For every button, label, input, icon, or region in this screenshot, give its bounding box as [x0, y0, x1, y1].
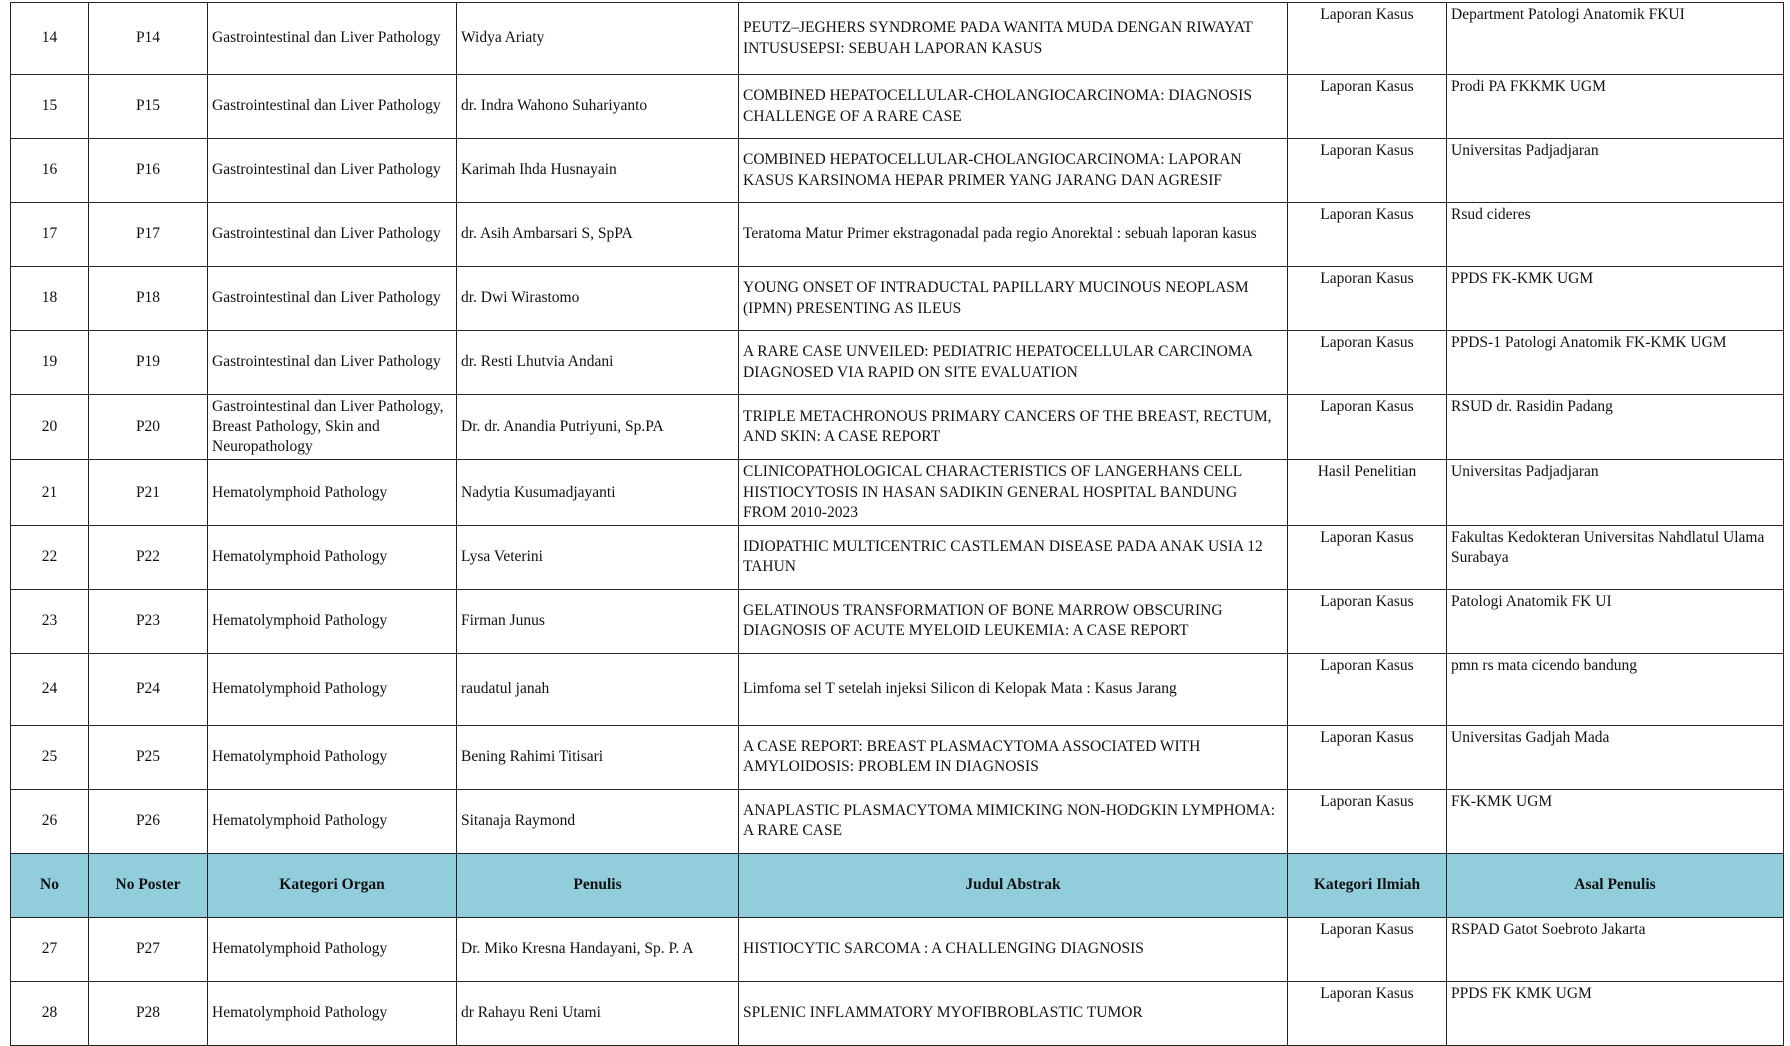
- header-title: Judul Abstrak: [739, 853, 1288, 917]
- cell-organ: Gastrointestinal dan Liver Pathology: [208, 139, 457, 203]
- cell-kategori: Laporan Kasus: [1288, 331, 1447, 395]
- table-row: [11, 139, 1784, 203]
- cell-poster: P16: [89, 139, 208, 203]
- cell-author: dr. Resti Lhutvia Andani: [457, 331, 739, 395]
- table-row: [11, 725, 1784, 789]
- cell-no: 19: [11, 331, 89, 395]
- header-asal: Asal Penulis: [1447, 853, 1784, 917]
- cell-organ: Gastrointestinal dan Liver Pathology: [208, 267, 457, 331]
- cell-kategori: Laporan Kasus: [1288, 267, 1447, 331]
- header-organ: Kategori Organ: [208, 853, 457, 917]
- cell-asal: Universitas Padjadjaran: [1447, 139, 1784, 203]
- table-row: [11, 75, 1784, 139]
- cell-asal: FK-KMK UGM: [1447, 789, 1784, 853]
- cell-kategori: Laporan Kasus: [1288, 75, 1447, 139]
- cell-author: Nadytia Kusumadjayanti: [457, 460, 739, 525]
- table-row: [11, 267, 1784, 331]
- cell-asal: pmn rs mata cicendo bandung: [1447, 653, 1784, 725]
- cell-author: Dr. Miko Kresna Handayani, Sp. P. A: [457, 917, 739, 981]
- cell-title: Limfoma sel T setelah injeksi Silicon di Kelopak Mata : Kasus Jarang: [739, 653, 1288, 725]
- cell-poster: P23: [89, 589, 208, 653]
- cell-kategori: Laporan Kasus: [1288, 525, 1447, 589]
- cell-title: A RARE CASE UNVEILED: PEDIATRIC HEPATOCELLULAR CARCINOMA DIAGNOSED VIA RAPID ON SITE EVALUATION: [739, 331, 1288, 395]
- table-body-top: [11, 3, 1784, 854]
- cell-kategori: Laporan Kasus: [1288, 789, 1447, 853]
- cell-asal: Rsud cideres: [1447, 203, 1784, 267]
- cell-kategori: Laporan Kasus: [1288, 203, 1447, 267]
- header-author: Penulis: [457, 853, 739, 917]
- cell-asal: Universitas Gadjah Mada: [1447, 725, 1784, 789]
- cell-poster: P15: [89, 75, 208, 139]
- cell-kategori: Laporan Kasus: [1288, 653, 1447, 725]
- cell-poster: P21: [89, 460, 208, 525]
- cell-title: COMBINED HEPATOCELLULAR-CHOLANGIOCARCINOMA: LAPORAN KASUS KARSINOMA HEPAR PRIMER YANG JARANG DAN AGRESIF: [739, 139, 1288, 203]
- poster-abstract-table: [10, 2, 1784, 1046]
- cell-title: HISTIOCYTIC SARCOMA : A CHALLENGING DIAGNOSIS: [739, 917, 1288, 981]
- table-row: [11, 331, 1784, 395]
- cell-asal: PPDS FK-KMK UGM: [1447, 267, 1784, 331]
- cell-organ: Hematolymphoid Pathology: [208, 981, 457, 1045]
- cell-no: 25: [11, 725, 89, 789]
- cell-author: dr. Indra Wahono Suhariyanto: [457, 75, 739, 139]
- cell-organ: Hematolymphoid Pathology: [208, 653, 457, 725]
- cell-author: dr Rahayu Reni Utami: [457, 981, 739, 1045]
- cell-organ: Hematolymphoid Pathology: [208, 589, 457, 653]
- cell-no: 26: [11, 789, 89, 853]
- cell-title: PEUTZ–JEGHERS SYNDROME PADA WANITA MUDA DENGAN RIWAYAT INTUSUSEPSI: SEBUAH LAPORAN KASUS: [739, 3, 1288, 75]
- cell-kategori: Laporan Kasus: [1288, 917, 1447, 981]
- cell-title: GELATINOUS TRANSFORMATION OF BONE MARROW OBSCURING DIAGNOSIS OF ACUTE MYELOID LEUKEMIA: A CASE REPORT: [739, 589, 1288, 653]
- cell-author: dr. Dwi Wirastomo: [457, 267, 739, 331]
- cell-title: A CASE REPORT: BREAST PLASMACYTOMA ASSOCIATED WITH AMYLOIDOSIS: PROBLEM IN DIAGNOSIS: [739, 725, 1288, 789]
- cell-no: 20: [11, 395, 89, 460]
- cell-no: 16: [11, 139, 89, 203]
- table-row: [11, 203, 1784, 267]
- cell-asal: PPDS-1 Patologi Anatomik FK-KMK UGM: [1447, 331, 1784, 395]
- cell-poster: P18: [89, 267, 208, 331]
- cell-asal: RSUD dr. Rasidin Padang: [1447, 395, 1784, 460]
- cell-no: 28: [11, 981, 89, 1045]
- cell-author: Bening Rahimi Titisari: [457, 725, 739, 789]
- table-row: [11, 3, 1784, 75]
- table-body-bottom: [11, 917, 1784, 1045]
- table-row: [11, 589, 1784, 653]
- cell-organ: Gastrointestinal dan Liver Pathology: [208, 203, 457, 267]
- cell-poster: P25: [89, 725, 208, 789]
- table-row: [11, 917, 1784, 981]
- cell-poster: P24: [89, 653, 208, 725]
- cell-organ: Hematolymphoid Pathology: [208, 725, 457, 789]
- cell-no: 24: [11, 653, 89, 725]
- cell-asal: Fakultas Kedokteran Universitas Nahdlatul Ulama Surabaya: [1447, 525, 1784, 589]
- cell-author: dr. Asih Ambarsari S, SpPA: [457, 203, 739, 267]
- cell-organ: Gastrointestinal dan Liver Pathology: [208, 75, 457, 139]
- cell-author: Firman Junus: [457, 589, 739, 653]
- table-header-row: [11, 853, 1784, 917]
- cell-organ: Hematolymphoid Pathology: [208, 789, 457, 853]
- header-no: No: [11, 853, 89, 917]
- table-row: [11, 395, 1784, 460]
- cell-asal: Prodi PA FKKMK UGM: [1447, 75, 1784, 139]
- cell-no: 18: [11, 267, 89, 331]
- cell-no: 23: [11, 589, 89, 653]
- cell-asal: RSPAD Gatot Soebroto Jakarta: [1447, 917, 1784, 981]
- cell-asal: Patologi Anatomik FK UI: [1447, 589, 1784, 653]
- table-row: [11, 789, 1784, 853]
- cell-asal: Department Patologi Anatomik FKUI: [1447, 3, 1784, 75]
- cell-title: TRIPLE METACHRONOUS PRIMARY CANCERS OF THE BREAST, RECTUM, AND SKIN: A CASE REPORT: [739, 395, 1288, 460]
- cell-poster: P27: [89, 917, 208, 981]
- cell-kategori: Hasil Penelitian: [1288, 460, 1447, 525]
- cell-no: 27: [11, 917, 89, 981]
- cell-poster: P19: [89, 331, 208, 395]
- cell-poster: P28: [89, 981, 208, 1045]
- table-row: [11, 460, 1784, 525]
- cell-author: Dr. dr. Anandia Putriyuni, Sp.PA: [457, 395, 739, 460]
- cell-organ: Gastrointestinal dan Liver Pathology, Breast Pathology, Skin and Neuropathology: [208, 395, 457, 460]
- cell-title: YOUNG ONSET OF INTRADUCTAL PAPILLARY MUCINOUS NEOPLASM (IPMN) PRESENTING AS ILEUS: [739, 267, 1288, 331]
- cell-no: 14: [11, 3, 89, 75]
- cell-author: Lysa Veterini: [457, 525, 739, 589]
- cell-no: 17: [11, 203, 89, 267]
- cell-title: ANAPLASTIC PLASMACYTOMA MIMICKING NON-HODGKIN LYMPHOMA: A RARE CASE: [739, 789, 1288, 853]
- cell-poster: P26: [89, 789, 208, 853]
- cell-poster: P22: [89, 525, 208, 589]
- cell-kategori: Laporan Kasus: [1288, 725, 1447, 789]
- table-row: [11, 525, 1784, 589]
- cell-author: Sitanaja Raymond: [457, 789, 739, 853]
- cell-author: Widya Ariaty: [457, 3, 739, 75]
- cell-title: CLINICOPATHOLOGICAL CHARACTERISTICS OF LANGERHANS CELL HISTIOCYTOSIS IN HASAN SADIKIN GENERAL HOSPITAL BANDUNG FROM 2010-2023: [739, 460, 1288, 525]
- cell-author: Karimah Ihda Husnayain: [457, 139, 739, 203]
- cell-organ: Hematolymphoid Pathology: [208, 460, 457, 525]
- cell-title: COMBINED HEPATOCELLULAR-CHOLANGIOCARCINOMA: DIAGNOSIS CHALLENGE OF A RARE CASE: [739, 75, 1288, 139]
- cell-poster: P20: [89, 395, 208, 460]
- cell-poster: P14: [89, 3, 208, 75]
- table-row: [11, 981, 1784, 1045]
- header-poster: No Poster: [89, 853, 208, 917]
- header-kategori: Kategori Ilmiah: [1288, 853, 1447, 917]
- cell-kategori: Laporan Kasus: [1288, 589, 1447, 653]
- cell-asal: PPDS FK KMK UGM: [1447, 981, 1784, 1045]
- cell-organ: Gastrointestinal dan Liver Pathology: [208, 331, 457, 395]
- cell-organ: Gastrointestinal dan Liver Pathology: [208, 3, 457, 75]
- cell-kategori: Laporan Kasus: [1288, 139, 1447, 203]
- cell-no: 15: [11, 75, 89, 139]
- cell-organ: Hematolymphoid Pathology: [208, 525, 457, 589]
- cell-author: raudatul janah: [457, 653, 739, 725]
- cell-title: IDIOPATHIC MULTICENTRIC CASTLEMAN DISEASE PADA ANAK USIA 12 TAHUN: [739, 525, 1288, 589]
- cell-kategori: Laporan Kasus: [1288, 395, 1447, 460]
- cell-kategori: Laporan Kasus: [1288, 981, 1447, 1045]
- cell-asal: Universitas Padjadjaran: [1447, 460, 1784, 525]
- cell-kategori: Laporan Kasus: [1288, 3, 1447, 75]
- cell-organ: Hematolymphoid Pathology: [208, 917, 457, 981]
- cell-poster: P17: [89, 203, 208, 267]
- cell-no: 21: [11, 460, 89, 525]
- cell-no: 22: [11, 525, 89, 589]
- table-row: [11, 653, 1784, 725]
- cell-title: Teratoma Matur Primer ekstragonadal pada regio Anorektal : sebuah laporan kasus: [739, 203, 1288, 267]
- cell-title: SPLENIC INFLAMMATORY MYOFIBROBLASTIC TUMOR: [739, 981, 1288, 1045]
- table-header-repeat: [11, 853, 1784, 917]
